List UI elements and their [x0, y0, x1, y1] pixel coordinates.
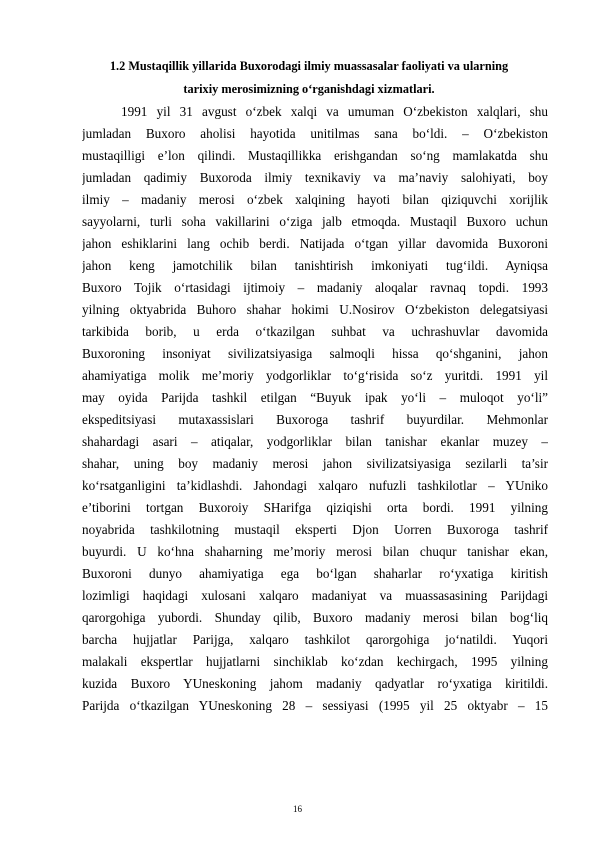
paragraph-line: ilmiy – madaniy merosi o‘zbek xalqining hayoti bilan qiziquvchi xorijlik [82, 192, 548, 207]
page-number: 16 [293, 804, 302, 814]
paragraph-line: Buxoro Tojik o‘rtasidagi ijtimoiy – madaniy aloqalar ravnaq topdi. 1993 [82, 280, 548, 295]
paragraph-line: Parijda o‘tkazilgan YUneskoning 28 – sessiyasi (1995 yil 25 oktyabr – 15 [82, 698, 548, 713]
paragraph-line: ahamiyatiga molik me’moriy yodgorliklar to‘g‘risida so‘z yuritdi. 1991 yil [82, 368, 548, 383]
paragraph-line: jahon eshiklarini lang ochib berdi. Natijada o‘tgan yillar davomida Buxoroni [82, 236, 548, 251]
paragraph-line: e’tiborini tortgan Buxoroiy SHarifga qiziqishi orta bordi. 1991 yilning [82, 500, 548, 515]
paragraph-line: shahardagi asari – atiqalar, yodgorliklar bilan tanishar ekanlar muzey – [82, 434, 548, 449]
paragraph-line: tarkibida borib, u erda o‘tkazilgan suhbat va uchrashuvlar davomida [82, 324, 548, 339]
paragraph-line: Buxoroning insoniyat sivilizatsiyasiga salmoqli hissa qo‘shganini, jahon [82, 346, 548, 361]
paragraph-line: jumladan Buxoro aholisi hayotida unitilmas sana bo‘ldi. – O‘zbekiston [82, 126, 548, 141]
paragraph-line: Buxoroni dunyo ahamiyatiga ega bo‘lgan shaharlar ro‘yxatiga kiritish [82, 566, 548, 581]
paragraph-line: buyurdi. U ko‘hna shaharning me’moriy merosi bilan chuqur tanishar ekan, [82, 544, 548, 559]
paragraph-line: jumladan qadimiy Buxoroda ilmiy texnikaviy va ma’naviy salohiyati, boy [82, 170, 548, 185]
paragraph-line: noyabrida tashkilotning mustaqil eksperti Djon Uorren Buxoroga tashrif [82, 522, 548, 537]
paragraph-line: ekspeditsiyasi mutaxassislari Buxoroga tashrif buyurdilar. Mehmonlar [82, 412, 548, 427]
paragraph-line: may oyida Parijda tashkil etilgan “Buyuk ipak yo‘li – muloqot yo‘li” [82, 390, 548, 405]
paragraph-line: jahon keng jamotchilik bilan tanishtirish imkoniyati tug‘ildi. Ayniqsa [82, 258, 548, 273]
paragraph-line: qarorgohiga yubordi. Shunday qilib, Buxoro madaniy merosi bilan bog‘liq [82, 610, 548, 625]
paragraph-line: 1991 yil 31 avgust o‘zbek xalqi va umuman O‘zbekiston xalqlari, shu [121, 104, 548, 119]
paragraph-line: ko‘rsatganligini ta’kidlashdi. Jahondagi xalqaro nufuzli tashkilotlar – YUniko [82, 478, 548, 493]
paragraph-line: yilning oktyabrida Buhoro shahar hokimi U.Nosirov O‘zbekiston delegatsiyasi [82, 302, 548, 317]
section-heading-line-2: tarixiy merosimizning o‘rganishdagi xizmatlari. [183, 82, 435, 96]
paragraph-line: kuzida Buxoro YUneskoning jahom madaniy qadyatlar ro‘yxatiga kiritildi. [82, 676, 548, 691]
paragraph-line: shahar, uning boy madaniy merosi jahon sivilizatsiyasiga sezilarli ta’sir [82, 456, 548, 471]
section-heading-line-1: 1.2 Mustaqillik yillarida Buxorodagi ilmiy muassasalar faoliyati va ularning [109, 59, 509, 73]
paragraph-line: barcha hujjatlar Parijga, xalqaro tashkilot qarorgohiga jo‘natildi. Yuqori [82, 632, 548, 647]
paragraph-line: mustaqilligi e’lon qilindi. Mustaqillikka erishgandan so‘ng mamlakatda shu [82, 148, 548, 163]
paragraph-line: malakali ekspertlar hujjatlarni sinchiklab ko‘zdan kechirgach, 1995 yilning [82, 654, 548, 669]
paragraph-line: lozimligi haqidagi xulosani xalqaro madaniyat va muassasasining Parijdagi [82, 588, 548, 603]
paragraph-line: sayyolarni, turli soha vakillarini o‘ziga jalb etmoqda. Mustaqil Buxoro uchun [82, 214, 548, 229]
